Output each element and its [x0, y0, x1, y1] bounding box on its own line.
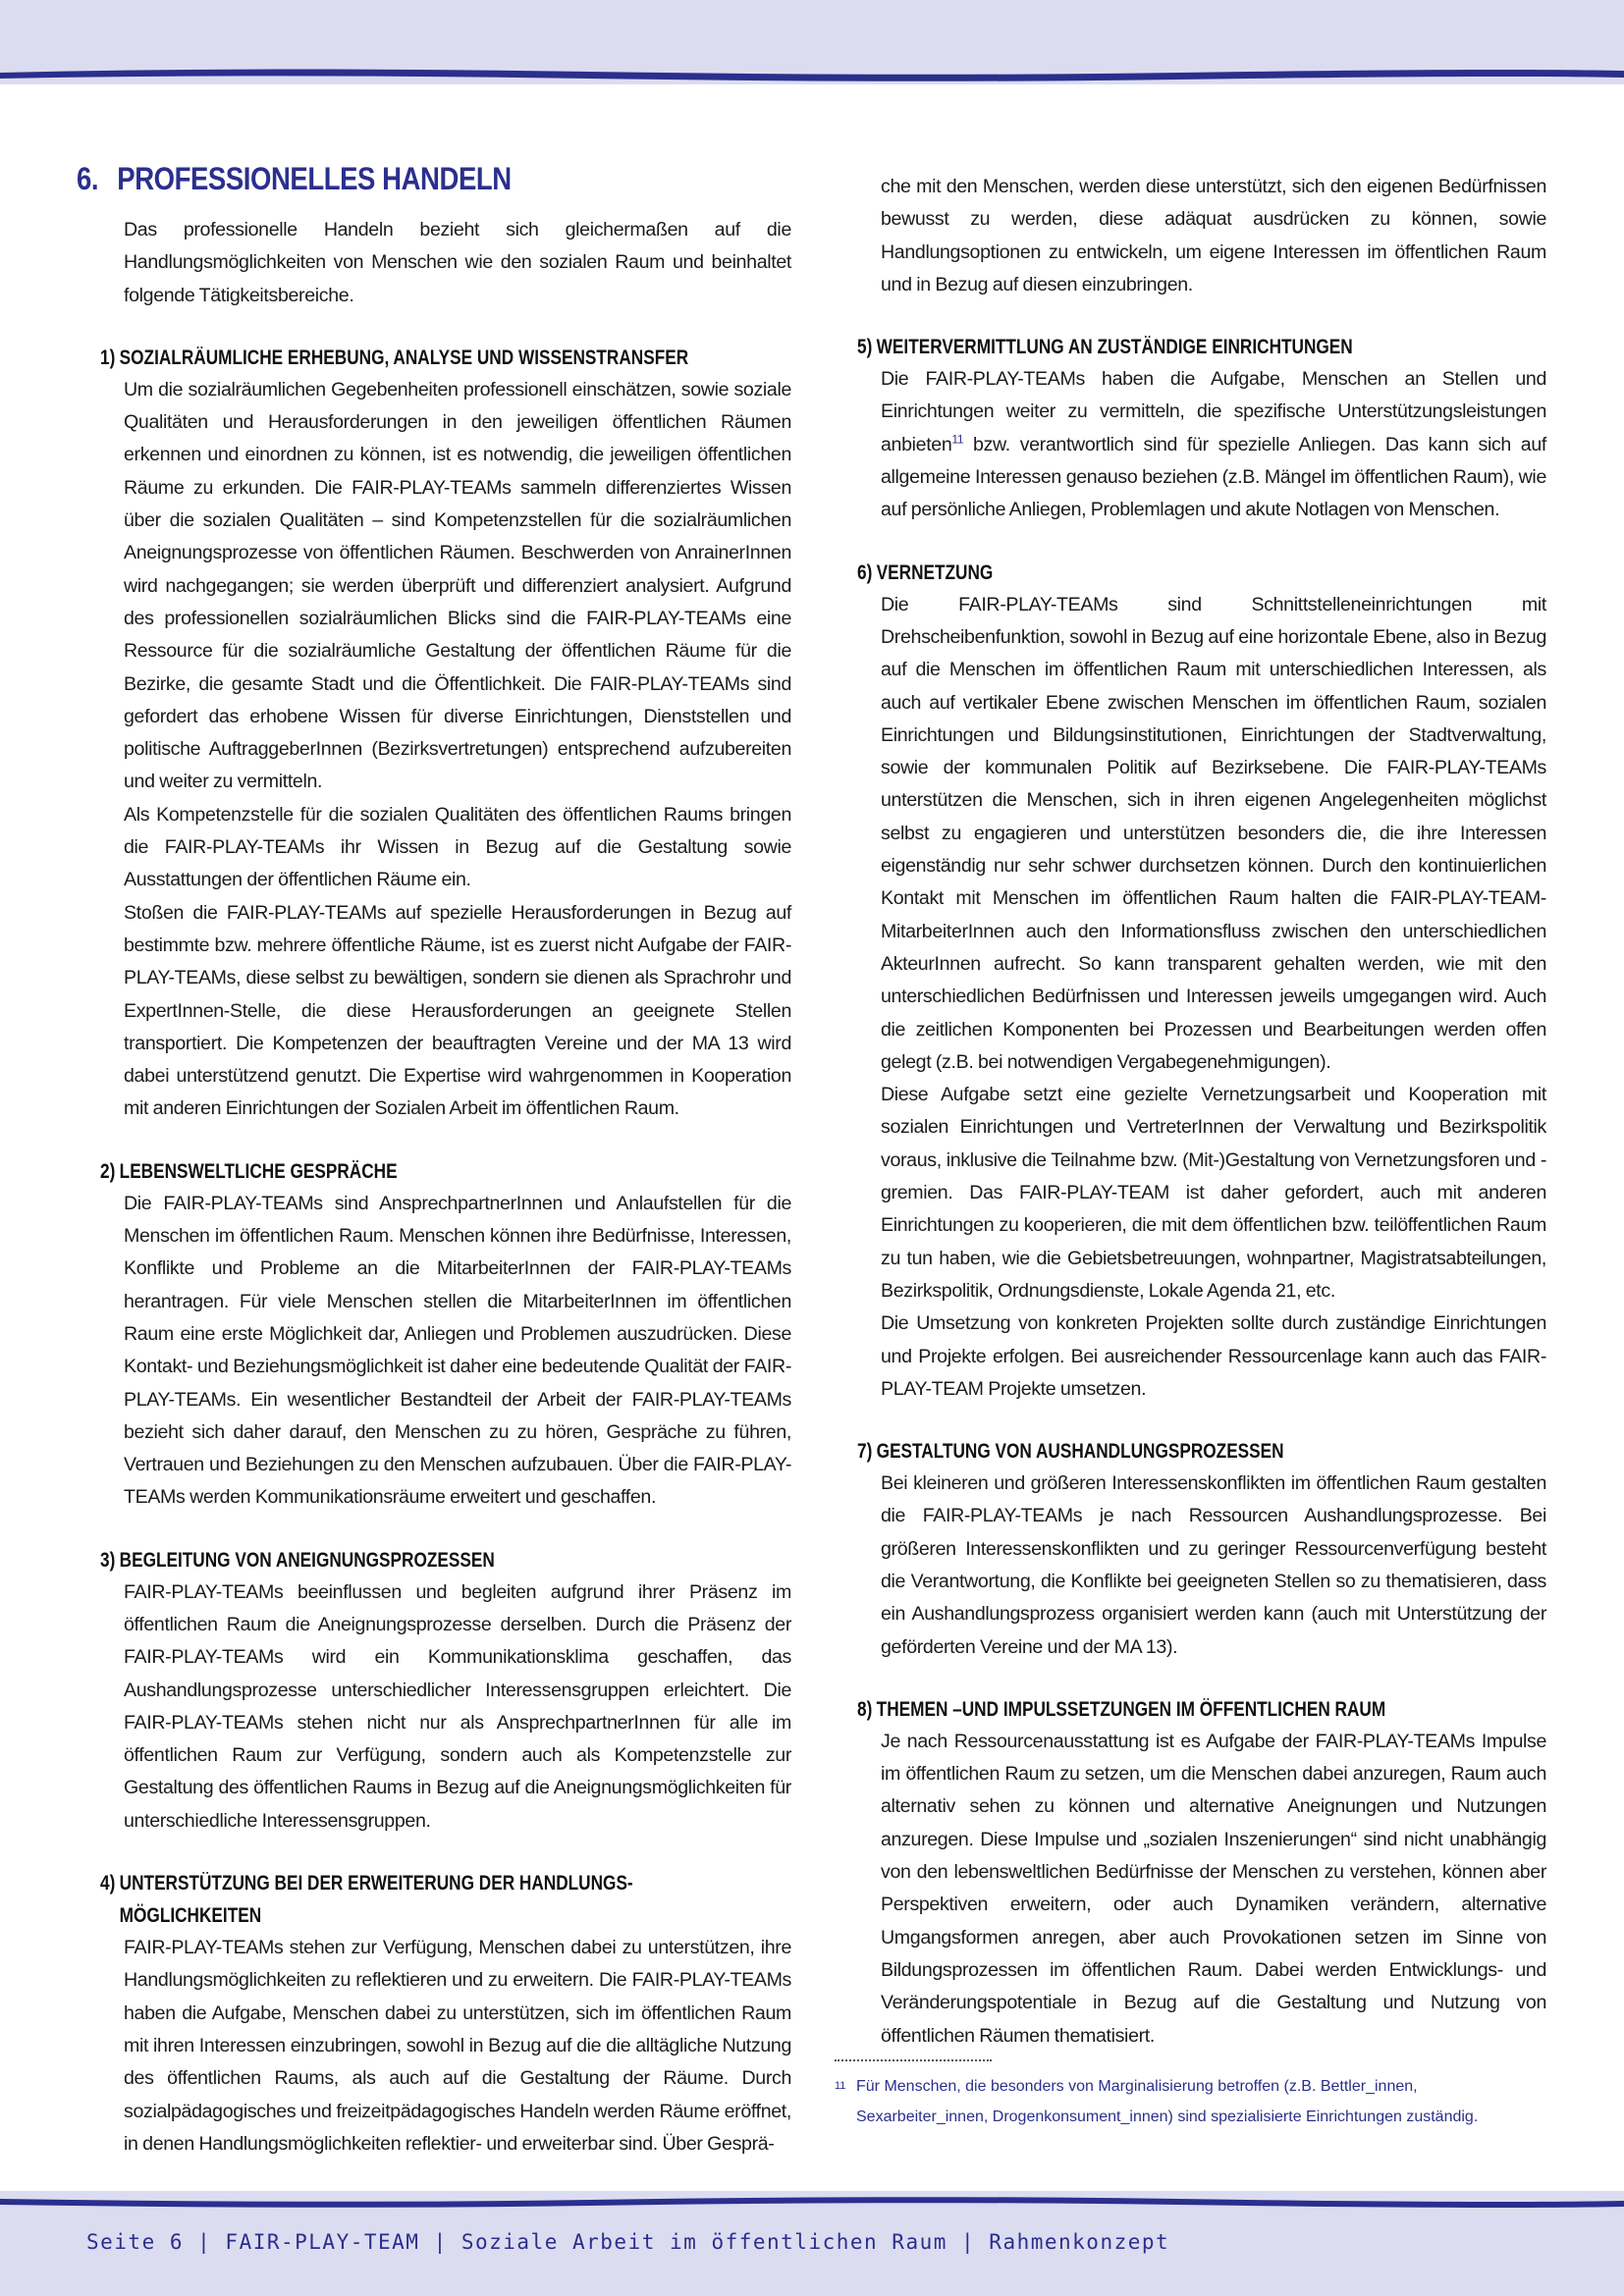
section-heading-text-line2: MÖGLICHKEITEN	[119, 1904, 262, 1928]
section-number: 4)	[100, 1872, 116, 1896]
section-heading-text: GESTALTUNG VON AUSHANDLUNGSPROZESSEN	[876, 1440, 1284, 1464]
section-number: 6)	[857, 561, 873, 584]
section-paragraph: Diese Aufgabe setzt eine gezielte Vernetzungsarbeit und Kooperation mit sozialen Einrichtungen und VertreterInnen der Verwaltung und Bezirkspolitik voraus, inklusive die Teilnahme bzw. (Mit-)Gestaltung von Vernetzungsforen und -gremien. Das FAIR-PLAY-TEAM ist daher gefordert, auch mit anderen Einrichtungen zu kooperieren, die mit dem öffentlichen bzw. teilöffentlichen Raum zu tun haben, wie die Gebietsbetreuungen, wohnpartner, Magistratsabteilungen, Bezirkspolitik, Ordnungsdienste, Lokale Agenda 21, etc.	[881, 1084, 1546, 1302]
section	[857, 1435, 1546, 1664]
section-paragraph: Stoßen die FAIR-PLAY-TEAMs auf spezielle Herausforderungen in Bezug auf bestimmte bzw. mehrere öffentliche Räume, ist es zuerst nicht Aufgabe der FAIR-PLAY-TEAMs, diese selbst zu bewältigen, sondern sie dienen als Sprachrohr und ExpertInnen-Stelle, die diese Herausforderungen an geeignete Stellen transportiert. Die Kompetenzen der beauftragten Vereine und der MA 13 wird dabei unterstützend genutzt. Die Expertise wird wahrgenommen in Kooperation mit anderen Einrichtungen der Sozialen Arbeit im öffentlichen Raum.	[124, 901, 791, 1120]
paragraph-text: bzw. verantwortlich sind für spezielle Anliegen. Das kann sich auf allgemeine Interessen genauso beziehen (z.B. Mängel im öffentlichen Raum), wie auf persönliche Anliegen, Problemlagen und akute Notlagen von Menschen.	[881, 433, 1546, 521]
section-number: 7)	[857, 1440, 873, 1464]
section-paragraph: Bei kleineren und größeren Interessenskonflikten im öffentlichen Raum gestalten die FAIR-PLAY-TEAMs je nach Ressourcen Aushandlungsprozesse. Bei größeren Interessenskonflikten und zu geringer Ressourcenverfügung besteht die Verantwortung, die Konflikte bei geeigneten Stellen so zu thematisieren, dass ein Aushandlungsprozess organisiert werden kann (auch mit Unterstützung der geförderten Vereine und der MA 13).	[881, 1472, 1546, 1658]
section-heading-text: VERNETZUNG	[876, 561, 994, 584]
section-paragraph: Die FAIR-PLAY-TEAMs sind AnsprechpartnerInnen und Anlaufstellen für die Menschen im öffentlichen Raum. Menschen können ihre Bedürfnisse, Interessen, Konflikte und Probleme an die MitarbeiterInnen der FAIR-PLAY-TEAMs herantragen. Für viele Menschen stellen die MitarbeiterInnen im öffentlichen Raum eine erste Möglichkeit dar, Anliegen und Problemen auszudrücken. Diese Kontakt- und Beziehungsmöglichkeit ist daher eine bedeutende Qualität der FAIR-PLAY-TEAMs. Ein wesentlicher Bestandteil der Arbeit der FAIR-PLAY-TEAMs bezieht sich daher darauf, den Menschen zu zu hören, Gespräche zu führen, Vertrauen und Beziehungen zu den Menschen aufzubauen. Über die FAIR-PLAY-TEAMs werden Kommunikationsräume erweitert und geschaffen.	[124, 1192, 791, 1509]
section-heading	[857, 331, 1423, 363]
section-heading-text: UNTERSTÜTZUNG BEI DER ERWEITERUNG DER HANDLUNGS-	[119, 1872, 633, 1896]
paragraph-text: Die FAIR-PLAY-TEAMs haben die Aufgabe, Menschen an Stellen und Einrichtungen weiter zu vermitteln, die spezifische Unterstützungsleistungen anbieten	[881, 368, 1546, 455]
section-paragraph: FAIR-PLAY-TEAMs stehen zur Verfügung, Menschen dabei zu unterstützen, ihre Handlungsmöglichkeiten zu reflektieren und zu erweitern. Die FAIR-PLAY-TEAMs haben die Aufgabe, Menschen dabei zu unterstützen, sich im öffentlichen Raum mit ihren Interessen einzubringen, sowohl in Bezug auf die die alltägliche Nutzung des öffentlichen Raums, als auch auf die Gestaltung der Räume. Durch sozialpädagogisches und freizeitpädagogisches Handeln werden Räume eröffnet, in denen Handlungsmöglichkeiten reflektier- und erweiterbar sind. Über Gesprä-	[124, 1937, 791, 2155]
footer-wave-line	[0, 2193, 1624, 2213]
section-heading	[100, 1544, 667, 1576]
section-heading	[857, 1435, 1423, 1468]
header-wave-line	[0, 65, 1624, 84]
footer-text: Seite 6 | FAIR-PLAY-TEAM | Soziale Arbeit im öffentlichen Raum | Rahmenkonzept	[86, 2230, 1170, 2254]
footnote-number: 11	[835, 2080, 846, 2092]
section	[100, 1867, 791, 2161]
footnote-reference[interactable]: 11	[951, 432, 964, 447]
section-number: 8)	[857, 1697, 873, 1721]
section-heading-text: BEGLEITUNG VON ANEIGNUNGSPROZESSEN	[119, 1548, 495, 1572]
chapter-intro: Das professionelle Handeln bezieht sich gleichermaßen auf die Handlungsmöglichkeiten von Menschen wie den sozialen Raum und beinhaltet folgende Tätigkeitsbereiche.	[124, 219, 791, 306]
footnote-text: Für Menschen, die besonders von Marginalisierung betroffen (z.B. Bettler_innen, Sexarbeiter_innen, Drogenkonsument_innen) sind spezialisierte Einrichtungen zuständig.	[856, 2078, 1479, 2125]
chapter-title-text: PROFESSIONELLES HANDELN	[117, 161, 512, 196]
chapter-number: 6.	[77, 161, 99, 196]
section-heading	[857, 557, 1423, 589]
section-heading	[857, 1693, 1423, 1726]
right-column	[857, 171, 1546, 2053]
section-paragraph: Die Umsetzung von konkreten Projekten sollte durch zuständige Einrichtungen und Projekte erfolgen. Bei ausreichender Ressourcenlage kann auch das FAIR-PLAY-TEAM Projekte umsetzen.	[881, 1312, 1546, 1400]
section-heading-text: WEITERVERMITTLUNG AN ZUSTÄNDIGE EINRICHTUNGEN	[876, 336, 1353, 359]
section-number: 3)	[100, 1548, 116, 1572]
section-paragraph: Die FAIR-PLAY-TEAMs sind Schnittstelleneinrichtungen mit Drehscheibenfunktion, sowohl in Bezug auf eine horizontale Ebene, also in Bezug auf die Menschen im öffentlichen Raum mit unterschiedlichen Interessen, als auch auf vertikaler Ebene zwischen Menschen im öffentlichen Raum, sozialen Einrichtungen und Bildungsinstitutionen, Einrichtungen der Stadtverwaltung, sowie der kommunalen Politik auf Bezirksebene. Die FAIR-PLAY-TEAMs unterstützen die Menschen, sich in ihren eigenen Angelegenheiten möglichst selbst zu engagieren und unterstützen besonders die, die ihre Interessen eigenständig nur sehr schwer durchsetzen können. Durch den kontinuierlichen Kontakt mit Menschen im öffentlichen Raum halten die FAIR-PLAY-TEAM-MitarbeiterInnen auch den Informationsfluss zwischen den unterschiedlichen AkteurInnen aufrecht. So kann transparent gehalten werden, wie mit den unterschiedlichen Bedürfnissen und Interessen jeweils umgegangen wird. Auch die zeitlichen Komponenten bei Prozessen und Bearbeitungen werden offen gelegt (z.B. bei notwendigen Vergabegenehmigungen).	[881, 593, 1546, 1073]
section-paragraph	[881, 363, 1546, 526]
section-heading-text: THEMEN –UND IMPULSSETZUNGEN IM ÖFFENTLICHEN RAUM	[876, 1697, 1386, 1721]
section	[100, 1155, 791, 1515]
section	[857, 331, 1546, 526]
section-heading	[100, 1155, 667, 1188]
section	[857, 1693, 1546, 2053]
section-heading-text: LEBENSWELTLICHE GESPRÄCHE	[119, 1159, 398, 1183]
section-paragraph: Um die sozialräumlichen Gegebenheiten professionell einschätzen, sowie soziale Qualitäten und Herausforderungen in den jeweiligen öffentlichen Räumen erkennen und einordnen zu können, ist es notwendig, die jeweiligen öffentlichen Räume zu erkunden. Die FAIR-PLAY-TEAMs sammeln differenziertes Wissen über die sozialen Qualitäten – sind Kompetenzstellen für die sozialräumlichen Aneignungsprozesse von öffentlichen Räumen. Beschwerden von AnrainerInnen wird nachgegangen; sie werden überprüft und differenziert analysiert. Aufgrund des professionellen sozialräumlichen Blicks sind die FAIR-PLAY-TEAMs eine Ressource für die sozialräumliche Gestaltung der öffentlichen Räume für die Bezirke, die gesamte Stadt und die Öffentlichkeit. Die FAIR-PLAY-TEAMs sind gefordert das erhobene Wissen für diverse Einrichtungen, Dienststellen und politische AuftraggeberInnen (Bezirksvertretungen) entsprechend aufzubereiten und weiter zu vermitteln.	[124, 378, 791, 793]
section-heading	[100, 1867, 667, 1932]
left-column	[100, 167, 791, 2161]
section	[857, 557, 1546, 1406]
section-number: 2)	[100, 1159, 116, 1183]
section-paragraph: Als Kompetenzstelle für die sozialen Qualitäten des öffentlichen Raums bringen die FAIR-PLAY-TEAMs ihr Wissen in Bezug auf die Gestaltung sowie Ausstattungen der öffentlichen Räume ein.	[124, 803, 791, 891]
section	[100, 342, 791, 1126]
section-paragraph: FAIR-PLAY-TEAMs beeinflussen und begleiten aufgrund ihrer Präsenz im öffentlichen Raum die Aneignungsprozesse derselben. Durch die Präsenz der FAIR-PLAY-TEAMs wird ein Kommunikationsklima geschaffen, das Aushandlungsprozesse unterschiedlicher Interessensgruppen erleichtert. Die FAIR-PLAY-TEAMs stehen nicht nur als AnsprechpartnerInnen für alle im öffentlichen Raum zur Verfügung, sondern auch als Kompetenzstelle zur Gestaltung des öffentlichen Raums in Bezug auf die Aneignungsmöglichkeiten für unterschiedliche Interessensgruppen.	[124, 1580, 791, 1832]
section-number: 1)	[100, 346, 116, 369]
section-heading-text: SOZIALRÄUMLICHE ERHEBUNG, ANALYSE UND WISSENSTRANSFER	[119, 346, 689, 369]
section-paragraph: Je nach Ressourcenausstattung ist es Aufgabe der FAIR-PLAY-TEAMs Impulse im öffentlichen Raum zu setzen, um die Menschen dabei anzuregen, Raum auch alternativ sehen zu können und alternative Aneignungen und Nutzungen anzuregen. Diese Impulse und „sozialen Inszenierungen“ sind nicht unabhängig von den lebensweltlichen Bedürfnisse der Menschen zu verstehen, können aber Perspektiven erweitern, oder auch Dynamiken verändern, alternative Umgangsformen anregen, aber auch Provokationen setzen im Sinne von Bildungsprozessen im öffentlichen Raum. Dabei werden Entwicklungs- und Veränderungspotentiale in Bezug auf die Gestaltung und Nutzung von öffentlichen Räumen thematisiert.	[881, 1730, 1546, 2047]
section-number: 5)	[857, 336, 873, 359]
section-heading	[100, 342, 689, 374]
continued-paragraph: che mit den Menschen, werden diese unterstützt, sich den eigenen Bedürfnissen bewusst zu werden, diese adäquat ausdrücken zu können, sowie Handlungsoptionen zu entwickeln, um eigene Interessen im öffentlichen Raum und in Bezug auf diesen einzubringen.	[881, 176, 1546, 295]
footnote-separator	[835, 2059, 992, 2063]
footnote	[835, 2071, 1542, 2132]
section	[100, 1544, 791, 1838]
